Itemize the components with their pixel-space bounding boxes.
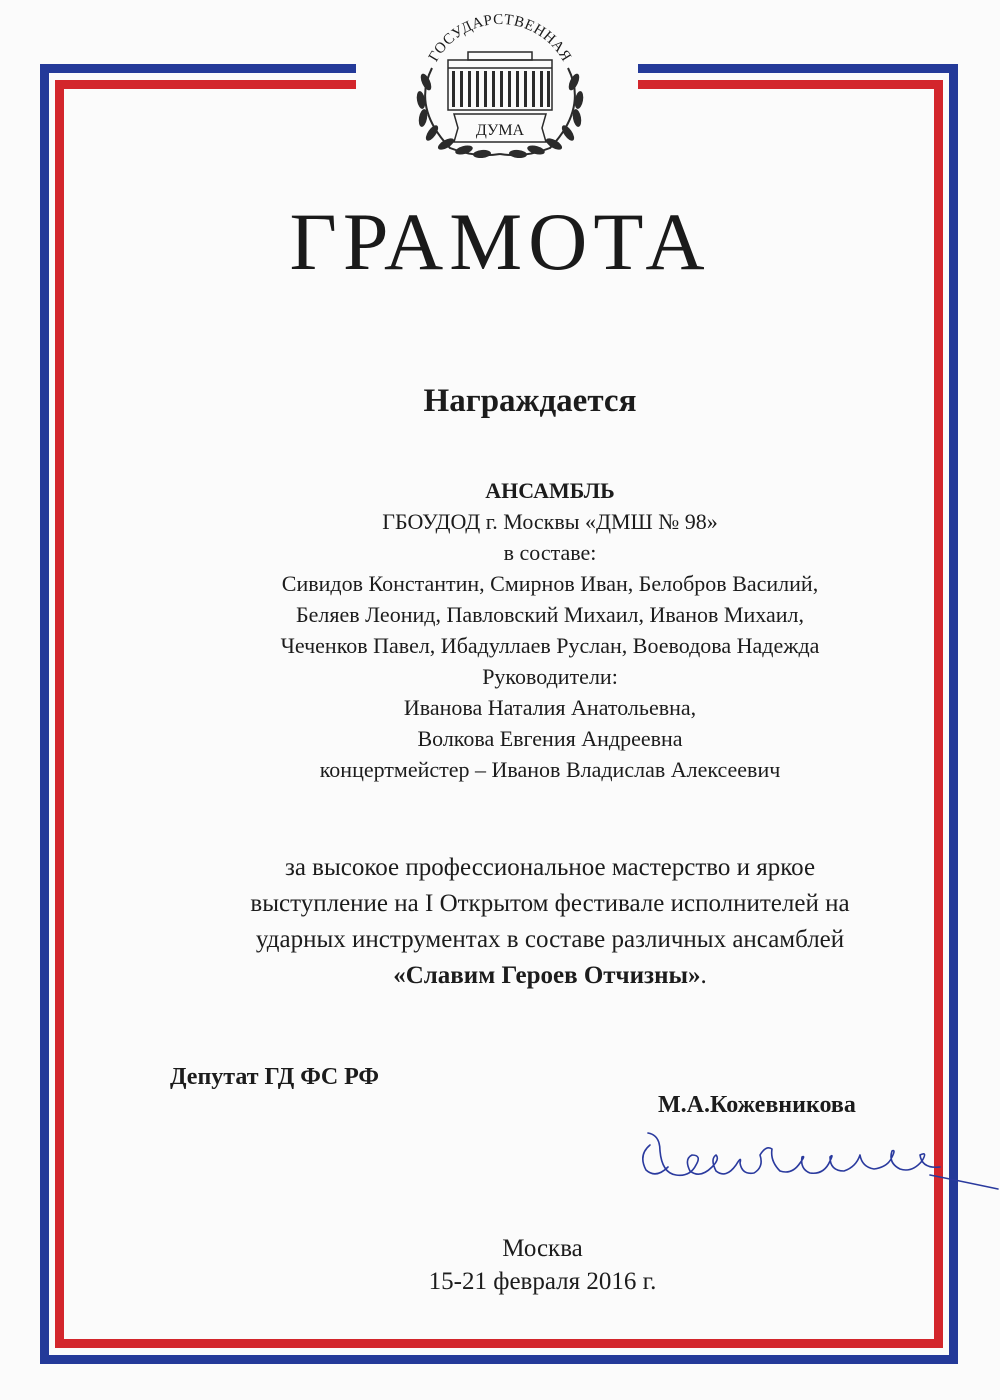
frame-blue-bottom — [40, 1355, 958, 1364]
laurel-wreath-icon — [390, 8, 610, 158]
certificate-title: ГРАМОТА — [289, 196, 711, 287]
composition-label: в составе: — [503, 540, 597, 565]
festival-line — [80, 958, 1000, 994]
state-duma-emblem — [390, 8, 610, 158]
recipient-school: ГБОУДОД г. Москвы «ДМШ № 98» — [382, 509, 718, 534]
place: Москва — [502, 1235, 583, 1262]
emblem-bottom-text: ДУМА — [475, 122, 525, 139]
members-line: Беляев Леонид, Павловский Михаил, Иванов Михаил, — [296, 602, 804, 627]
recipient-heading: АНСАМБЛЬ — [485, 478, 615, 503]
awarded-heading: Награждается — [423, 383, 637, 419]
members-line: Сивидов Константин, Смирнов Иван, Белобров Василий, — [281, 571, 819, 596]
reason-line: ударных инструментах в составе различных ансамблей — [255, 926, 845, 953]
frame-red-bottom — [55, 1339, 943, 1348]
members-line: Чеченков Павел, Ибадуллаев Руслан, Воеводова Надежда — [280, 633, 820, 658]
frame-red-top-right — [638, 80, 943, 89]
place-date-block — [0, 1232, 1000, 1298]
date: 15-21 февраля 2016 г. — [428, 1268, 657, 1295]
leader-line: Волкова Евгения Андреевна — [417, 726, 683, 751]
leaders-label: Руководители: — [482, 664, 618, 689]
festival-name: «Славим Героев Отчизны» — [393, 962, 701, 989]
recipient-block — [80, 475, 1000, 785]
svg-text:ГОСУДАРСТВЕННАЯ — [426, 12, 574, 65]
handwritten-signature — [630, 1115, 1000, 1205]
leader-line: Иванова Наталия Анатольевна, — [403, 695, 697, 720]
reason-line: за высокое профессиональное мастерство и яркое — [284, 854, 816, 881]
deputy-title: Депутат ГД ФС РФ — [170, 1064, 380, 1090]
reason-line: выступление на I Открытом фестивале исполнителей на — [250, 890, 850, 917]
frame-red-top-left — [55, 80, 356, 89]
leader-line: концертмейстер – Иванов Владислав Алексеевич — [319, 757, 781, 782]
award-reason — [80, 850, 1000, 994]
frame-blue-top-left — [40, 64, 356, 73]
signer-name: М.А.Кожевникова — [658, 1092, 856, 1118]
emblem-top-text: ГОСУДАРСТВЕННАЯ — [425, 11, 575, 65]
frame-blue-top-right — [638, 64, 958, 73]
festival-end-punct: . — [700, 962, 707, 989]
